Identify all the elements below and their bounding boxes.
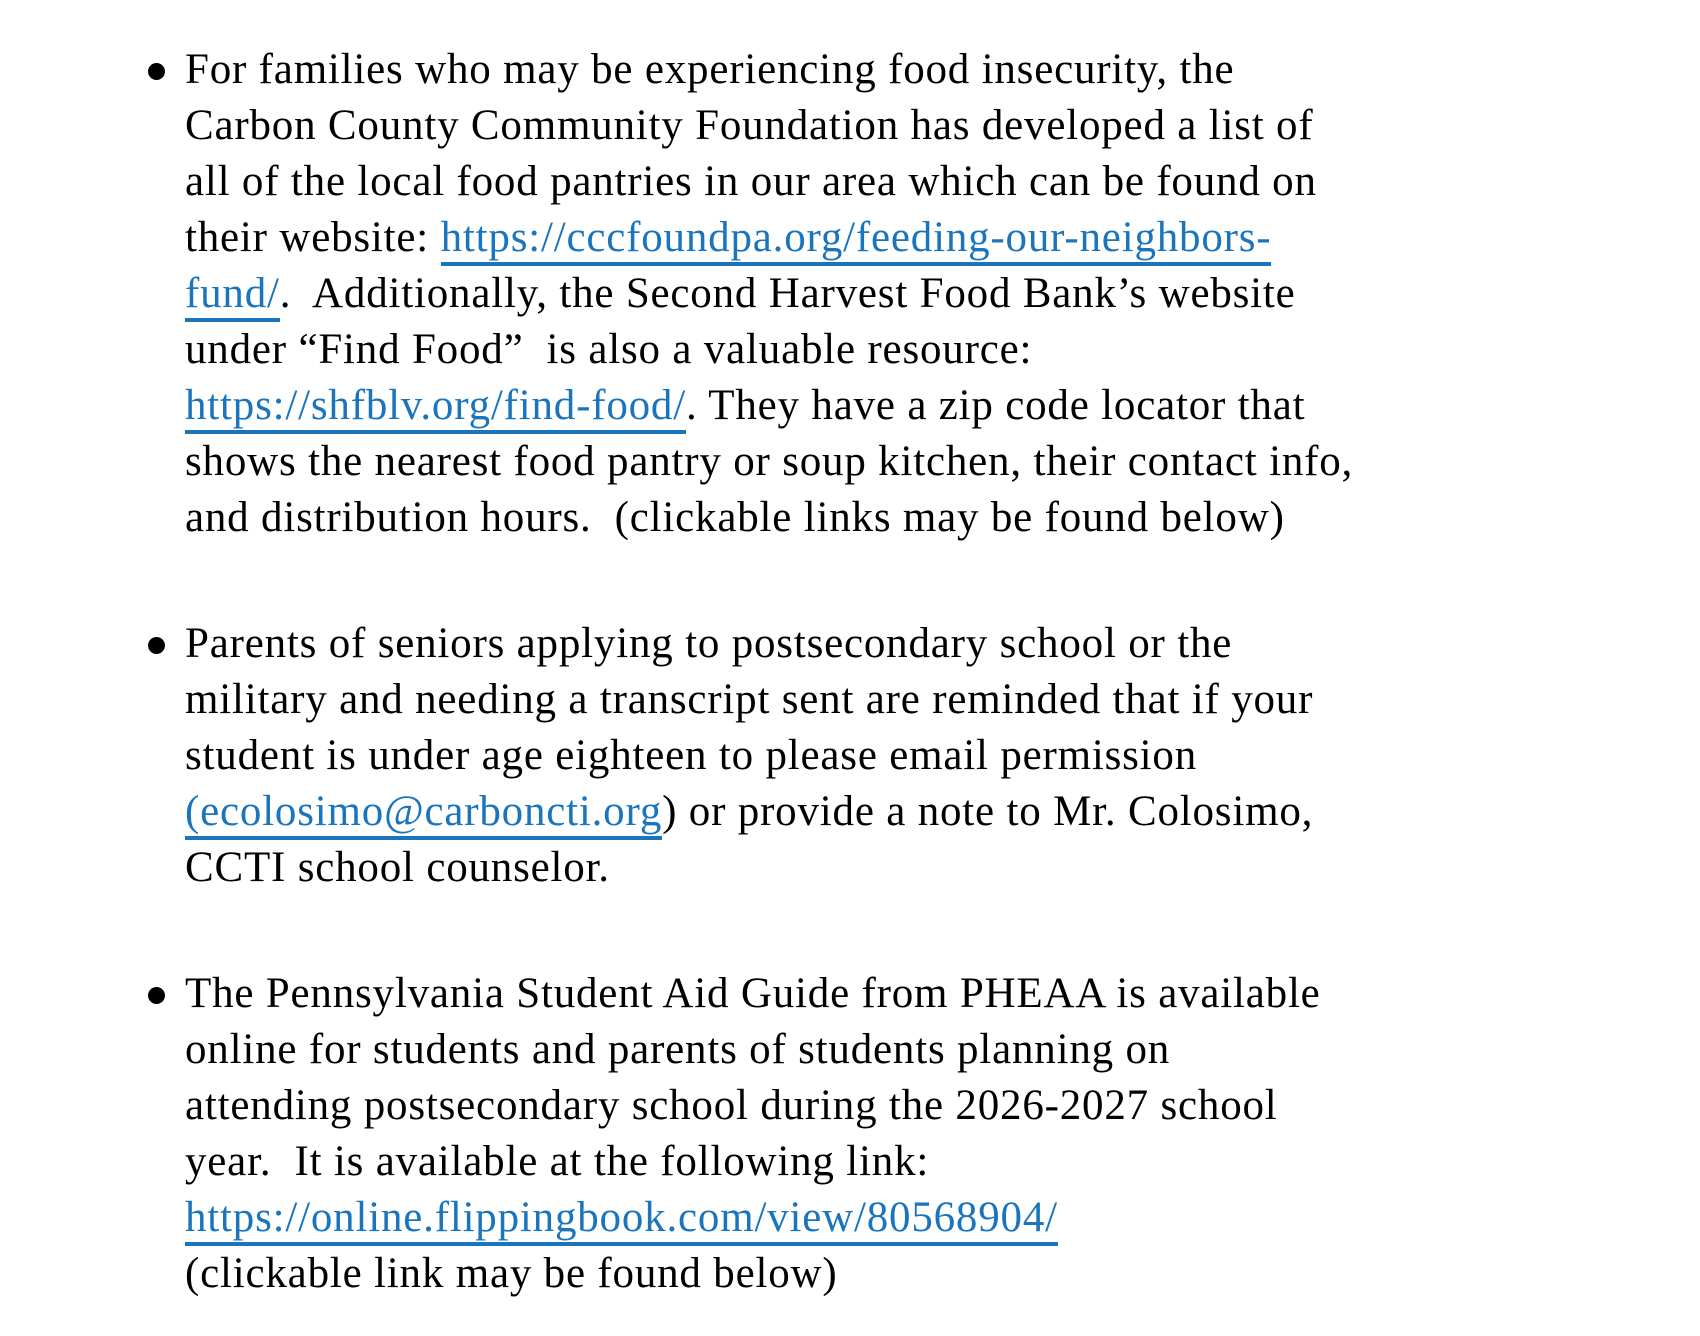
text-line xyxy=(185,1134,1321,1190)
text-run: student is under age eighteen to please email permission xyxy=(185,732,1198,779)
text-line xyxy=(185,1246,1321,1302)
text-line xyxy=(185,154,1353,210)
text-line xyxy=(185,966,1321,1022)
text-run: their website: xyxy=(185,214,441,261)
text-run: military and needing a transcript sent are reminded that if your xyxy=(185,676,1314,723)
text-line xyxy=(185,616,1313,672)
text-run: online for students and parents of students planning on xyxy=(185,1026,1171,1073)
bullet-item xyxy=(148,42,1700,546)
bullet-text xyxy=(185,966,1321,1302)
text-run: For families who may be experiencing food insecurity, the xyxy=(185,46,1235,93)
text-line xyxy=(185,1078,1321,1134)
text-line xyxy=(185,434,1353,490)
text-run: attending postsecondary school during the 2026-2027 school xyxy=(185,1082,1278,1129)
text-run: under “Find Food” is also a valuable resource: xyxy=(185,326,1033,373)
text-run: Parents of seniors applying to postsecondary school or the xyxy=(185,620,1233,667)
bullet-item xyxy=(148,616,1700,896)
text-line xyxy=(185,1022,1321,1078)
text-line xyxy=(185,672,1313,728)
text-line xyxy=(185,490,1353,546)
text-run: . Additionally, the Second Harvest Food Bank’s website xyxy=(279,270,1296,317)
text-line xyxy=(185,42,1353,98)
bullet-icon xyxy=(148,63,165,80)
bullet-icon xyxy=(148,987,165,1004)
text-line xyxy=(185,1190,1321,1246)
bullet-list xyxy=(148,42,1700,1302)
text-line xyxy=(185,840,1313,896)
text-line xyxy=(185,378,1353,434)
text-run: shows the nearest food pantry or soup kitchen, their contact info, xyxy=(185,438,1354,485)
text-run: ) or provide a note to Mr. Colosimo, xyxy=(662,788,1314,835)
bullet-text xyxy=(185,42,1353,546)
bullet-item xyxy=(148,966,1700,1302)
text-line xyxy=(185,784,1313,840)
text-run: (clickable link may be found below) xyxy=(185,1250,838,1297)
hyperlink[interactable]: https://online.flippingbook.com/view/80568904/ xyxy=(185,1194,1058,1246)
text-run: and distribution hours. (clickable links may be found below) xyxy=(185,494,1285,541)
text-line xyxy=(185,728,1313,784)
hyperlink[interactable]: https://shfblv.org/find-food/ xyxy=(185,382,686,434)
text-run: The Pennsylvania Student Aid Guide from PHEAA is available xyxy=(185,970,1321,1017)
bullet-icon xyxy=(148,637,165,654)
text-line xyxy=(185,266,1353,322)
hyperlink[interactable]: https://cccfoundpa.org/feeding-our-neighbors- xyxy=(441,214,1272,266)
text-run: Carbon County Community Foundation has developed a list of xyxy=(185,102,1314,149)
text-line xyxy=(185,210,1353,266)
bullet-text xyxy=(185,616,1313,896)
text-run: . They have a zip code locator that xyxy=(685,382,1306,429)
text-run: CCTI school counselor. xyxy=(185,844,610,891)
text-run: all of the local food pantries in our area which can be found on xyxy=(185,158,1317,205)
text-line xyxy=(185,98,1353,154)
text-line xyxy=(185,322,1353,378)
hyperlink[interactable]: fund/ xyxy=(185,270,280,322)
text-run: year. It is available at the following link: xyxy=(185,1138,930,1185)
hyperlink[interactable]: (ecolosimo@carboncti.org xyxy=(185,788,662,840)
